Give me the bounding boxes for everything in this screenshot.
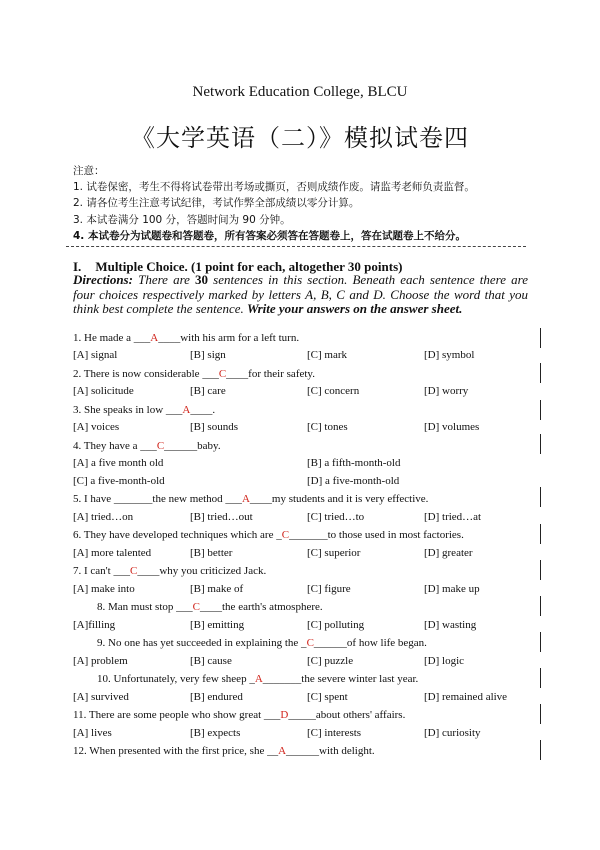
option-b: [B] emitting [190, 619, 245, 631]
answer-mark: A [241, 493, 250, 505]
question-text: 5. I have _______the new method ___ [73, 493, 242, 505]
answer-mark: C [156, 440, 165, 452]
option-b: [B] tried…out [190, 511, 253, 523]
directions-label: Directions: [73, 272, 133, 287]
margin-mark [540, 668, 541, 688]
margin-mark [540, 560, 541, 580]
answer-mark: A [278, 745, 287, 757]
option-c: [C] interests [307, 727, 362, 739]
exam-title: 《大学英语（二）》模拟试卷四 [131, 124, 469, 152]
option-a: [A] a five month old [73, 457, 164, 469]
option-d: [D] curiosity [424, 727, 481, 739]
option-c: [C] puzzle [307, 655, 354, 667]
answer-mark: C [281, 529, 290, 541]
option-d: [D] greater [424, 547, 473, 559]
question-text: _____about others' affairs. [288, 709, 406, 721]
answer-mark: C [306, 637, 314, 649]
question-text: _______the severe winter last year. [262, 673, 419, 685]
option-b: [B] sounds [190, 421, 238, 433]
option-d: [D] logic [424, 655, 465, 667]
section-number: I. [73, 259, 82, 274]
question-5 [73, 490, 533, 508]
question-10 [97, 670, 557, 688]
question-text: ____why you criticized Jack. [137, 565, 267, 577]
options-4a [73, 454, 533, 472]
question-7 [73, 562, 533, 580]
option-c: [C] figure [307, 583, 351, 595]
question-text: 3. She speaks in low ___ [73, 404, 183, 416]
option-b: [B] sign [190, 349, 226, 361]
question-text: ____the earth's atmosphere. [200, 601, 323, 613]
option-a: [A] problem [73, 655, 128, 667]
option-d: [D] a five-month-old [307, 475, 400, 487]
question-text: 2. There is now considerable ___ [73, 368, 219, 380]
options-9 [73, 652, 533, 670]
options-6 [73, 544, 533, 562]
answer-mark: C [218, 368, 227, 380]
margin-mark [540, 524, 541, 544]
question-text: 9. No one has yet succeeded in explaining the _ [97, 637, 307, 649]
answer-mark: C [192, 601, 200, 613]
option-b: [B] a fifth-month-old [307, 457, 401, 469]
notice-item-1: 1. 试卷保密，考生不得将试卷带出考场或撕页，否则成绩作废。请监考老师负责监督。 [73, 181, 475, 194]
answer-mark: A [182, 404, 191, 416]
option-a: [A] signal [73, 349, 118, 361]
answer-mark: C [129, 565, 138, 577]
directions-count: 30 [195, 272, 209, 287]
option-c: [C] mark [307, 349, 348, 361]
option-a: [A] survived [73, 691, 129, 703]
question-6 [73, 526, 533, 544]
option-d: [D] wasting [424, 619, 477, 631]
option-c: [C] a five-month-old [73, 475, 165, 487]
notice-block [73, 163, 543, 244]
question-text: 7. I can't ___ [73, 565, 130, 577]
option-c: [C] tones [307, 421, 348, 433]
option-b: [B] expects [190, 727, 241, 739]
option-c: [C] superior [307, 547, 361, 559]
option-d: [D] remained alive [424, 691, 508, 703]
option-a: [A]filling [73, 619, 116, 631]
option-c: [C] polluting [307, 619, 365, 631]
options-5 [73, 508, 533, 526]
answer-mark: A [254, 673, 263, 685]
question-3 [73, 401, 533, 419]
question-text: ____for their safety. [226, 368, 315, 380]
margin-mark [540, 328, 541, 348]
answer-mark: D [280, 709, 289, 721]
option-c: [C] spent [307, 691, 348, 703]
question-text: 12. When presented with the first price, she __ [73, 745, 279, 757]
question-text: 6. They have developed techniques which are _ [73, 529, 282, 541]
option-d: [D] symbol [424, 349, 475, 361]
divider-dashed [66, 246, 526, 247]
margin-mark [540, 596, 541, 616]
option-a: [A] more talented [73, 547, 152, 559]
options-8 [73, 616, 533, 634]
option-d: [D] worry [424, 385, 469, 397]
option-a: [A] lives [73, 727, 112, 739]
directions-text-b: sentences in this section. Beneath each sentence there are four choices respectively marked by letters A, B, C and D. Choose the word that you think best complete the sentence. [73, 272, 528, 316]
question-text: ____my students and it is very effective. [249, 493, 429, 505]
option-c: [C] tried…to [307, 511, 365, 523]
options-10 [73, 688, 533, 706]
question-12 [73, 742, 533, 760]
answer-mark: A [150, 332, 159, 344]
question-text: ______baby. [164, 440, 221, 452]
option-d: [D] tried…at [424, 511, 482, 523]
notice-item-3: 3. 本试卷满分 100 分，答题时间为 90 分钟。 [73, 213, 291, 226]
question-4 [73, 437, 533, 455]
margin-mark [540, 704, 541, 724]
options-4b [73, 472, 533, 490]
question-text: 8. Man must stop ___ [97, 601, 193, 613]
question-text: 11. There are some people who show great ___ [73, 709, 281, 721]
section-directions [73, 273, 528, 317]
option-a: [A] tried…on [73, 511, 134, 523]
notice-label: 注意： [73, 165, 105, 177]
option-b: [B] cause [190, 655, 232, 667]
notice-item-2: 2. 请各位考生注意考试纪律，考试作弊全部成绩以零分计算。 [73, 197, 360, 210]
question-text: ____with his arm for a left turn. [158, 332, 300, 344]
options-1 [73, 346, 533, 364]
options-11 [73, 724, 533, 742]
option-b: [B] make of [190, 583, 244, 595]
option-a: [A] make into [73, 583, 135, 595]
question-text: 4. They have a ___ [73, 440, 157, 452]
margin-mark [540, 740, 541, 760]
notice-item-4: 4. 本试卷分为试题卷和答题卷，所有答案必须答在答题卷上，答在试题卷上不给分。 [73, 229, 466, 242]
question-text: _______to those used in most factories. [289, 529, 464, 541]
question-text: ______of how life began. [313, 637, 427, 649]
college-name: Network Education College, BLCU [192, 84, 408, 100]
question-text: ____. [190, 404, 216, 416]
options-2 [73, 382, 533, 400]
option-c: [C] concern [307, 385, 360, 397]
question-9 [97, 634, 557, 652]
option-d: [D] make up [424, 583, 480, 595]
directions-text-a: There are [132, 272, 196, 287]
question-1 [73, 329, 533, 347]
option-a: [A] voices [73, 421, 120, 433]
section-title: Multiple Choice. (1 point for each, altogether 30 points) [95, 259, 403, 274]
margin-mark [540, 434, 541, 454]
question-11 [73, 706, 533, 724]
option-b: [B] better [190, 547, 233, 559]
options-7 [73, 580, 533, 598]
option-d: [D] volumes [424, 421, 480, 433]
margin-mark [540, 487, 541, 507]
option-a: [A] solicitude [73, 385, 134, 397]
question-8 [97, 598, 557, 616]
option-b: [B] endured [190, 691, 243, 703]
options-3 [73, 418, 533, 436]
question-text: ______with delight. [286, 745, 375, 757]
margin-mark [540, 632, 541, 652]
directions-instruction: Write your answers on the answer sheet. [247, 301, 463, 316]
margin-mark [540, 363, 541, 383]
question-text: 1. He made a ___ [73, 332, 151, 344]
option-b: [B] care [190, 385, 226, 397]
question-text: 10. Unfortunately, very few sheep _ [97, 673, 255, 685]
question-2 [73, 365, 533, 383]
margin-mark [540, 400, 541, 420]
